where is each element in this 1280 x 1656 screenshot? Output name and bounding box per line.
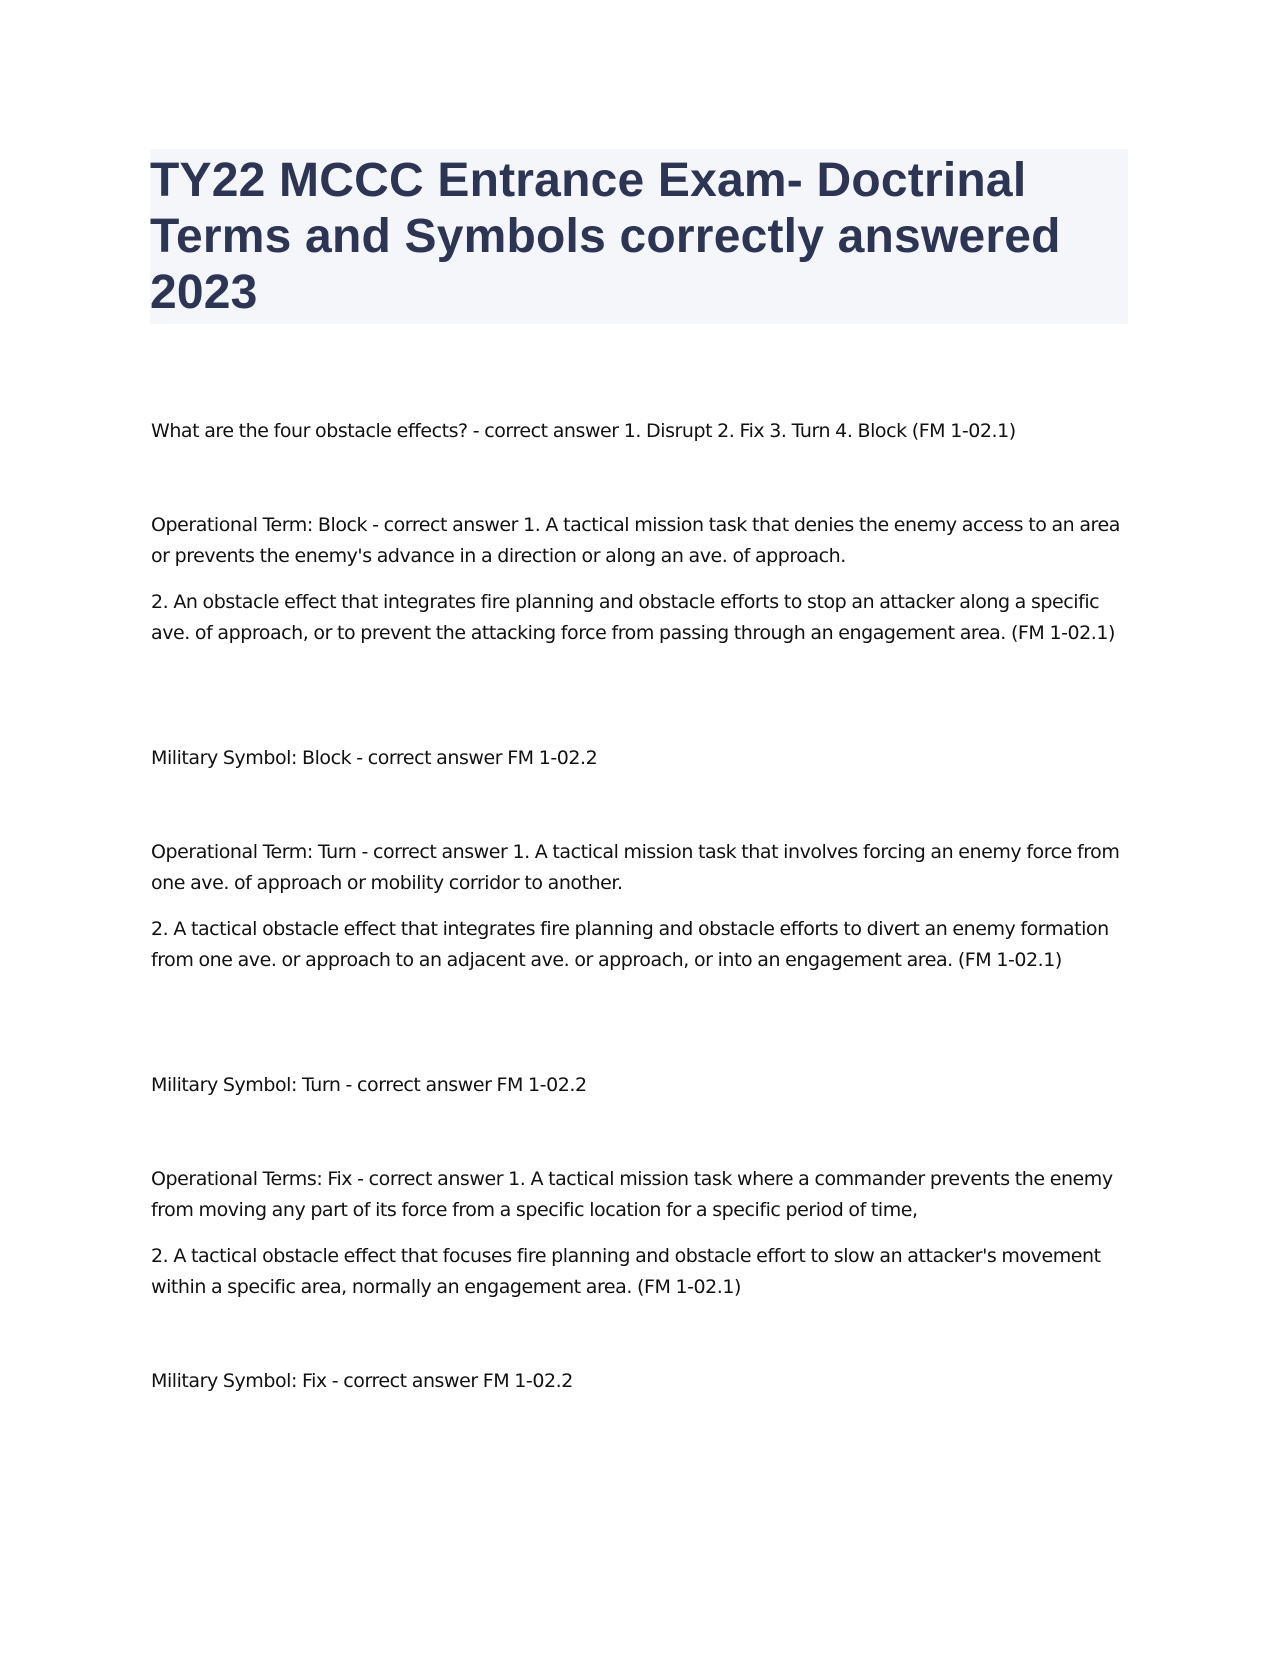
document-title: TY22 MCCC Entrance Exam- Doctrinal Terms and Symbols correctly answered 2023 <box>150 154 1061 319</box>
title-block <box>150 149 1128 324</box>
paragraph-turn-term-1: Operational Term: Turn - correct answer 1. A tactical mission task that involves forcing an enemy force from one ave. of approach or mobility corridor to another. <box>151 841 1120 894</box>
paragraph-fix-term-2: 2. A tactical obstacle effect that focuses fire planning and obstacle effort to slow an attacker's movement within a specific area, normally an engagement area. (FM 1-02.1) <box>151 1245 1101 1298</box>
paragraph-turn-symbol: Military Symbol: Turn - correct answer FM 1-02.2 <box>151 1074 587 1096</box>
paragraph-fix-term-1: Operational Terms: Fix - correct answer 1. A tactical mission task where a commander prevents the enemy from moving any part of its force from a specific location for a specific period of time, <box>151 1168 1113 1221</box>
paragraph-block-term-1: Operational Term: Block - correct answer 1. A tactical mission task that denies the enemy access to an area or prevents the enemy's advance in a direction or along an ave. of approach. <box>151 514 1120 567</box>
paragraph-turn-term-2: 2. A tactical obstacle effect that integrates fire planning and obstacle efforts to divert an enemy formation from one ave. or approach to an adjacent ave. or approach, or into an engagement area. (FM 1-02.1) <box>151 918 1109 971</box>
paragraph-obstacle-effects: What are the four obstacle effects? - correct answer 1. Disrupt 2. Fix 3. Turn 4. Block (FM 1-02.1) <box>151 420 1016 442</box>
paragraph-block-term-2: 2. An obstacle effect that integrates fire planning and obstacle efforts to stop an attacker along a specific ave. of approach, or to prevent the attacking force from passing through an engagement area. (FM 1-02.1) <box>151 591 1115 644</box>
paragraph-block-symbol: Military Symbol: Block - correct answer FM 1-02.2 <box>151 747 598 769</box>
paragraph-fix-symbol: Military Symbol: Fix - correct answer FM 1-02.2 <box>151 1370 573 1392</box>
